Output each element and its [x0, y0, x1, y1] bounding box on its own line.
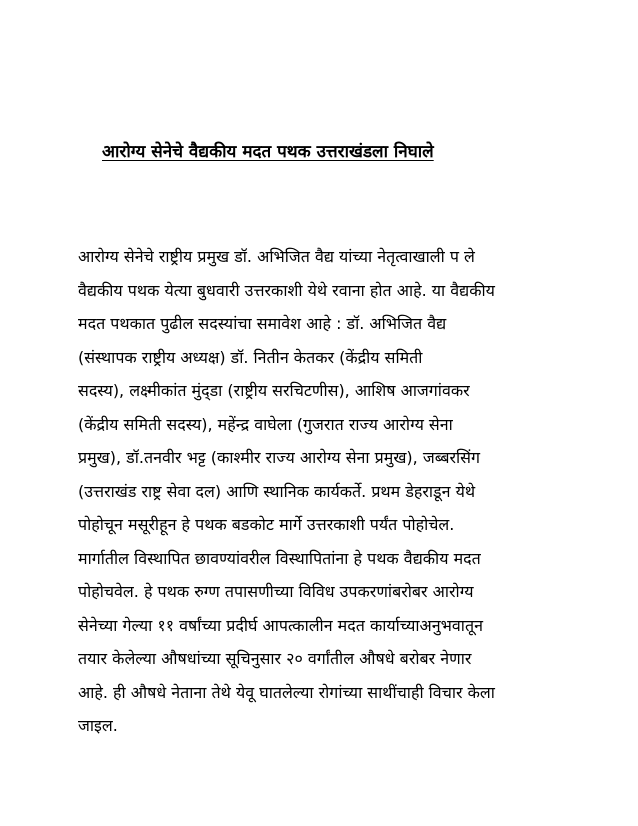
text-line: जाइल.: [78, 716, 118, 735]
text-line: वैद्यकीय पथक येत्या बुधवारी उत्तरकाशी येथे रवाना होत आहे. या वैद्यकीय: [78, 280, 495, 300]
text-line: मदत पथकात पुढील सदस्यांचा समावेश आहे : डॉ. अभिजित वैद्य: [78, 314, 447, 333]
text-line: सेनेच्या गेल्या ११ वर्षांच्या प्रदीर्घ आपत्कालीन मदत कार्याच्याअनुभवातून: [78, 615, 483, 635]
text-line: आहे. ही औषधे नेताना तेथे येवू घातलेल्या रोगांच्या साथींचाही विचार केला: [78, 682, 495, 702]
text-line: पोहोचवेल. हे पथक रुग्ण तपासणीच्या विविध उपकरणांबरोबर आरोग्य: [78, 582, 474, 601]
text-line: प्रमुख), डॉ.तनवीर भट्ट (काश्मीर राज्य आरोग्य सेना प्रमुख), जब्बरसिंग: [78, 448, 480, 467]
document-title: आरोग्य सेनेचे वैद्यकीय मदत पथक उत्तराखंडला निघाले: [102, 142, 434, 162]
text-line: पोहोचून मसूरीहून हे पथक बडकोट मार्गे उत्तरकाशी पर्यंत पोहोचेल.: [78, 515, 455, 534]
text-line: (संस्थापक राष्ट्रीय अध्यक्ष) डॉ. नितीन केतकर (केंद्रीय समिती: [78, 347, 423, 367]
text-line: (केंद्रीय समिती सदस्य), महेंन्द्र वाघेला (गुजरात राज्य आरोग्य सेना: [78, 414, 453, 434]
text-line: आरोग्य सेनेचे राष्ट्रीय प्रमुख डॉ. अभिजित वैद्य यांच्या नेतृत्वाखाली प ले: [78, 247, 475, 266]
text-line: मार्गातील विस्थापित छावण्यांवरील विस्थापितांना हे पथक वैद्यकीय मदत: [78, 548, 481, 568]
text-line: (उत्तराखंड राष्ट्र सेवा दल) आणि स्थानिक कार्यकर्ते. प्रथम डेहराडून येथे: [78, 481, 476, 501]
body-paragraph: [78, 240, 568, 743]
text-line: सदस्य), लक्ष्मीकांत मुंद्डा (राष्ट्रीय सरचिटणीस), आशिष आजगांवकर: [78, 381, 470, 400]
text-line: तयार केलेल्या औषधांच्या सूचिनुसार २० वर्गांतील औषधे बरोबर नेणार: [78, 649, 472, 668]
